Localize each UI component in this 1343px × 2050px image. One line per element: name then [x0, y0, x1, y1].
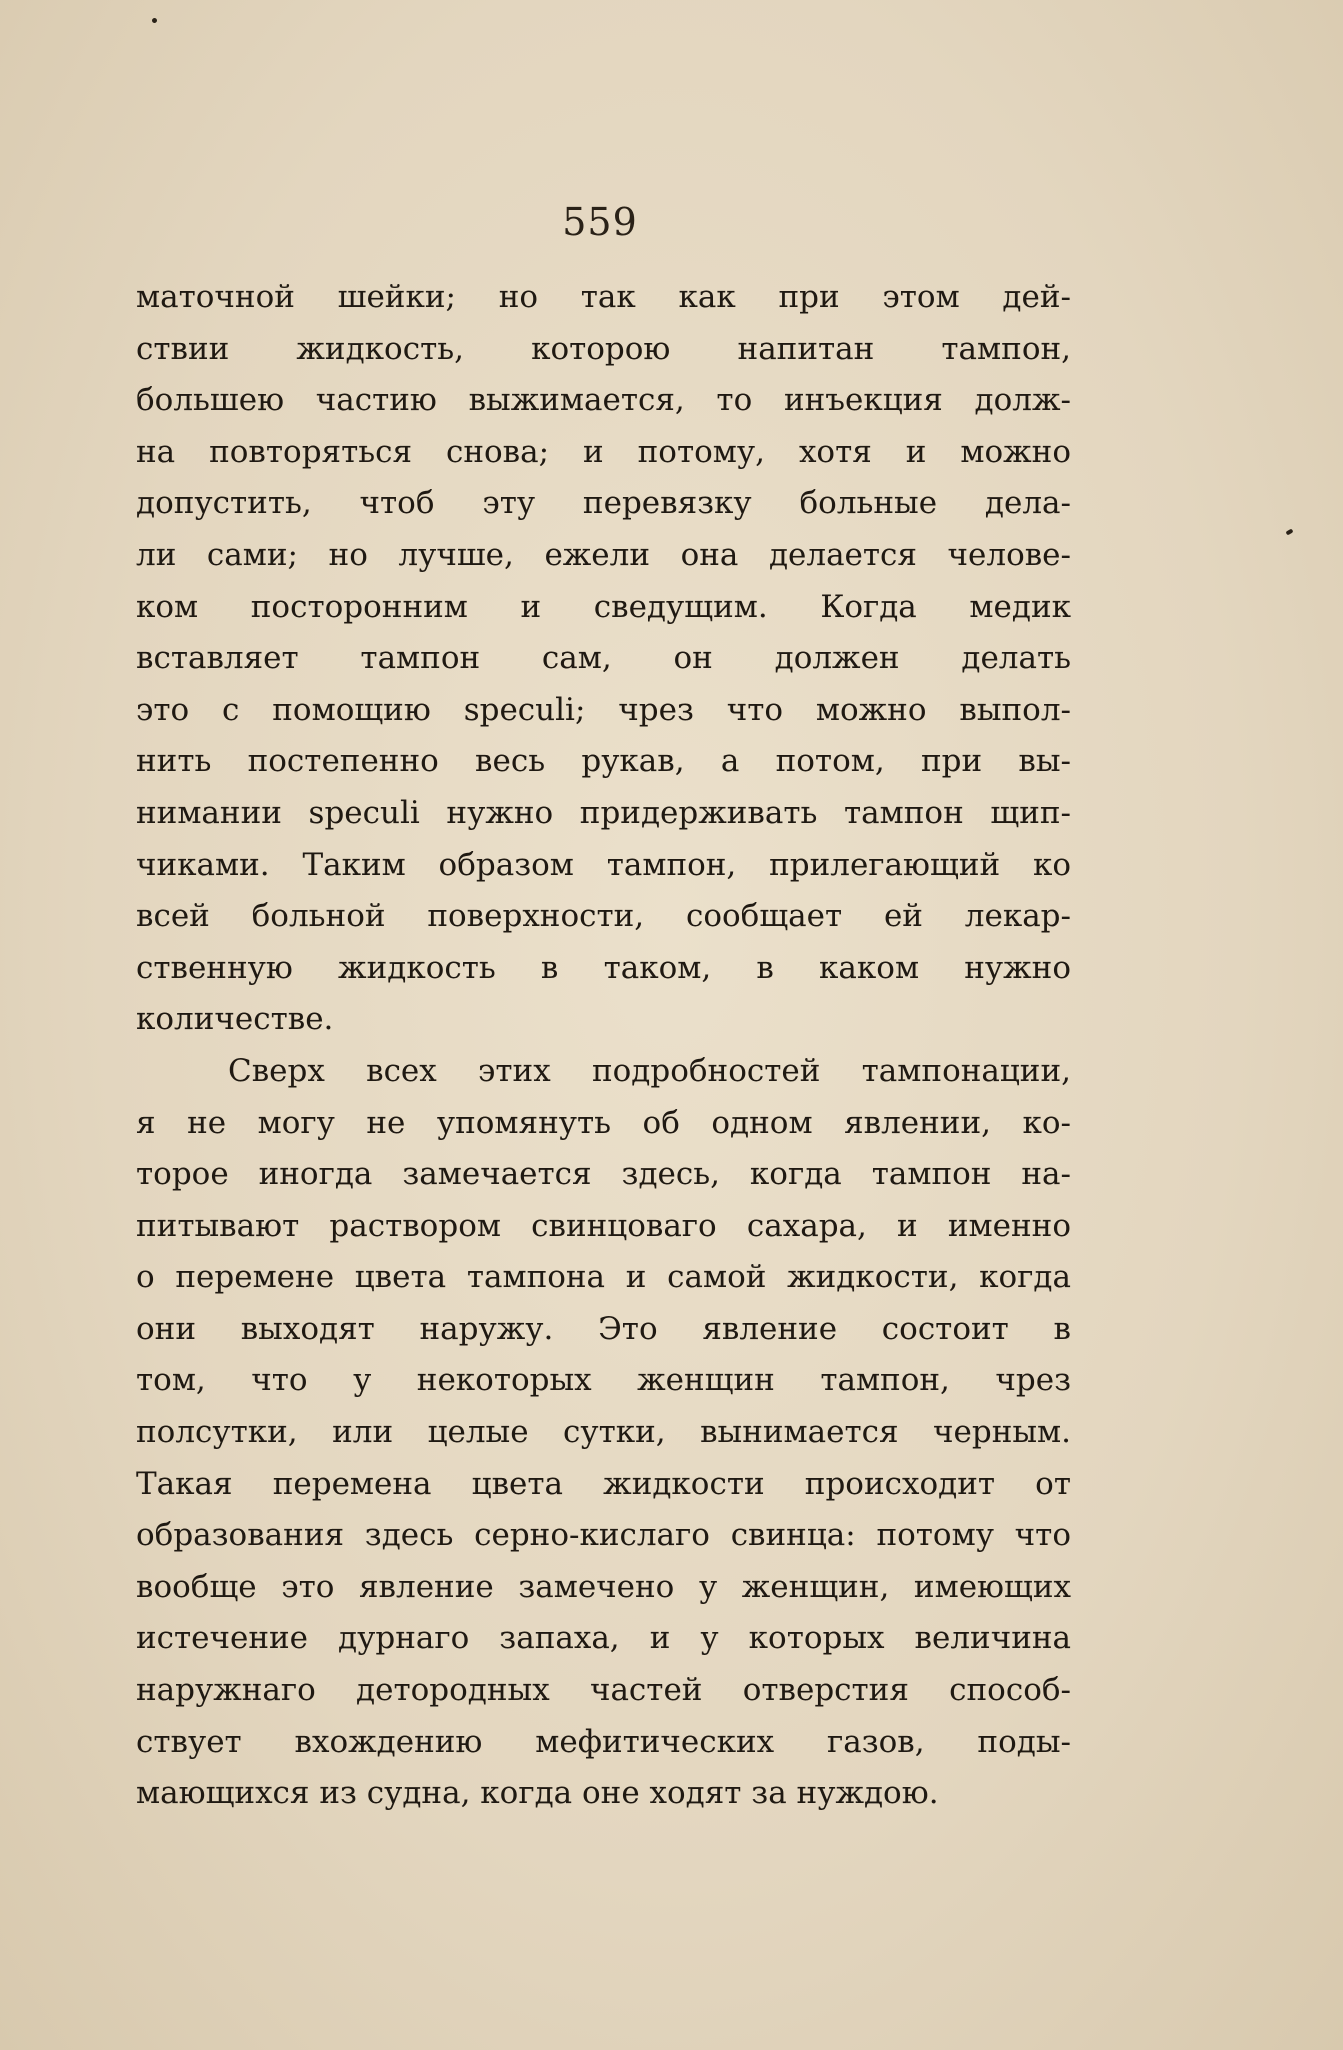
text-line: наружнаго детородных частей отверстия способ-	[136, 1672, 1071, 1709]
text-line: ком посторонним и сведущим. Когда медик	[136, 588, 1071, 625]
text-line: нимании speculi нужно придерживать тампон щип-	[136, 794, 1071, 831]
text-line: ствует вхождению мефитических газов, поды-	[136, 1723, 1071, 1760]
paragraph-end-line: количестве.	[136, 1001, 334, 1038]
text-line: вообще это явление замечено у женщин, имеющих	[136, 1568, 1071, 1605]
text-line: допустить, чтоб эту перевязку больные дела-	[136, 485, 1071, 522]
text-line: большею частию выжимается, то инъекция долж-	[136, 382, 1071, 419]
text-line: я не могу не упомянуть об одном явлении, ко-	[136, 1104, 1071, 1141]
text-line: ствии жидкость, которою напитан тампон,	[136, 330, 1071, 367]
text-line: ли сами; но лучше, ежели она делается челове-	[136, 536, 1071, 573]
text-line: нить постепенно весь рукав, а потом, при вы-	[136, 743, 1071, 780]
text-line: вставляет тампон сам, он должен делать	[136, 640, 1071, 677]
text-line: мающихся из судна, когда оне ходят за нуждою.	[136, 1775, 939, 1812]
text-line: Такая перемена цвета жидкости происходит от	[136, 1465, 1071, 1502]
text-line: о перемене цвета тампона и самой жидкости, когда	[136, 1259, 1071, 1296]
text-line: маточной шейки; но так как при этом дей-	[136, 279, 1071, 315]
text-line: образования здесь серно-кислаго свинца: потому что	[136, 1517, 1071, 1554]
text-line: чиками. Таким образом тампон, прилегающий ко	[136, 846, 1071, 883]
text-line: это с помощию speculi; чрез что можно выпол-	[136, 691, 1071, 728]
text-line: том, что у некоторых женщин тампон, чрез	[136, 1362, 1071, 1399]
ink-speck	[151, 17, 158, 24]
body-text	[136, 272, 1071, 1820]
page-number: 559	[562, 200, 638, 244]
text-line: на повторяться снова; и потому, хотя и можно	[136, 433, 1071, 470]
text-line: полсутки, или целые сутки, вынимается черным.	[136, 1414, 1071, 1451]
ink-speck	[1285, 529, 1293, 536]
text-line: ственную жидкость в таком, в каком нужно	[136, 949, 1071, 986]
text-line: всей больной поверхности, сообщает ей лекар-	[136, 898, 1071, 935]
text-line: торое иногда замечается здесь, когда тампон на-	[136, 1156, 1071, 1193]
text-line: питывают раствором свинцоваго сахара, и именно	[136, 1207, 1071, 1244]
paragraph-start-line: Сверх всех этих подробностей тампонации,	[228, 1052, 1071, 1089]
text-line: они выходят наружу. Это явление состоит в	[136, 1310, 1071, 1347]
text-line: истечение дурнаго запаха, и у которых величина	[136, 1620, 1071, 1657]
